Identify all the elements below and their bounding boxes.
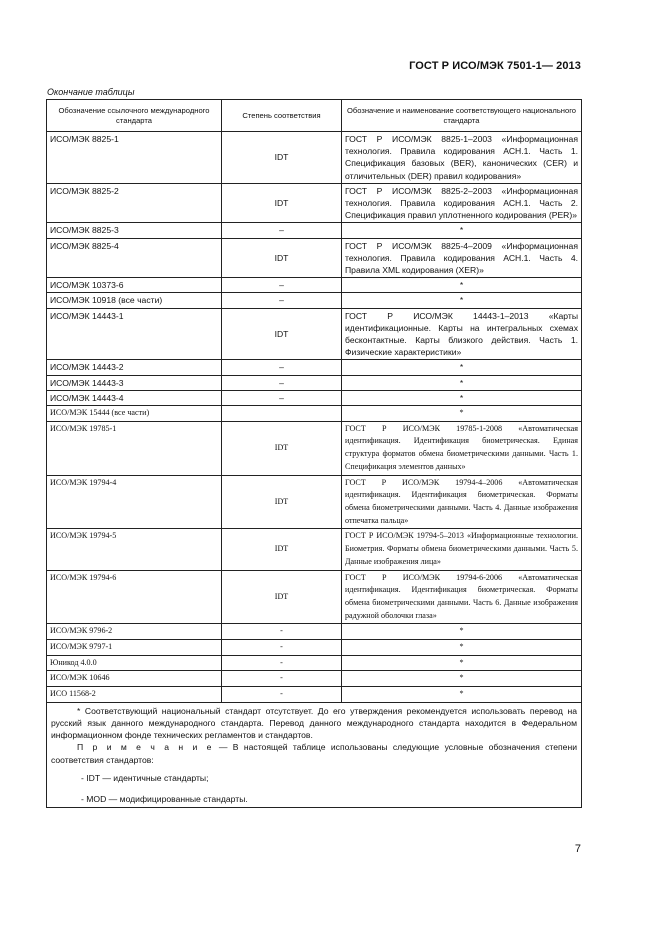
column-header-national: Обозначение и наименование соответствующего национального стандарта	[342, 100, 582, 132]
table-row	[47, 360, 582, 375]
column-header-reference: Обозначение ссылочного международного стандарта	[47, 100, 222, 132]
table-row	[47, 640, 582, 656]
document-header: ГОСТ Р ИСО/МЭК 7501-1— 2013	[409, 60, 581, 72]
reference-cell: ИСО/МЭК 10646	[47, 671, 222, 687]
reference-cell: ИСО/МЭК 19794-5	[47, 529, 222, 570]
national-standard-cell: *	[342, 406, 582, 422]
table-row	[47, 624, 582, 640]
degree-cell: -	[222, 687, 342, 703]
reference-cell: ИСО/МЭК 10373-6	[47, 278, 222, 293]
table-row	[47, 529, 582, 570]
table-row	[47, 183, 582, 223]
table-row	[47, 671, 582, 687]
reference-cell: ИСО/МЭК 8825-2	[47, 183, 222, 223]
reference-cell: ИСО/МЭК 8825-1	[47, 132, 222, 184]
table-footnote	[47, 702, 582, 807]
degree-cell	[222, 406, 342, 422]
table-footnote-row	[47, 702, 582, 807]
note-text: — В настоящей таблице использованы следующие условные обозначения степени соответствия стандартов:	[51, 742, 577, 765]
table-row	[47, 687, 582, 703]
national-standard-cell: *	[342, 624, 582, 640]
table-row	[47, 421, 582, 475]
degree-cell: –	[222, 278, 342, 293]
national-standard-cell: *	[342, 223, 582, 238]
national-standard-cell: ГОСТ Р ИСО/МЭК 8825-2–2003 «Информационная технология. Правила кодирования АСН.1. Часть 2. Спецификация правил уплотненного кодирования (PER)»	[342, 183, 582, 223]
table-row	[47, 132, 582, 184]
table-caption: Окончание таблицы	[47, 87, 135, 97]
national-standard-cell: *	[342, 293, 582, 308]
table-row	[47, 238, 582, 278]
reference-cell: ИСО/МЭК 8825-3	[47, 223, 222, 238]
reference-cell: ИСО/МЭК 14443-2	[47, 360, 222, 375]
reference-cell: ИСО/МЭК 14443-1	[47, 308, 222, 360]
national-standard-cell: *	[342, 687, 582, 703]
national-standard-cell: *	[342, 360, 582, 375]
degree-cell: IDT	[222, 529, 342, 570]
table-row	[47, 223, 582, 238]
degree-cell: –	[222, 293, 342, 308]
national-standard-cell: *	[342, 278, 582, 293]
table-header-row	[47, 100, 582, 132]
degree-cell: IDT	[222, 183, 342, 223]
reference-cell: ИСО/МЭК 15444 (все части)	[47, 406, 222, 422]
page-number: 7	[574, 843, 581, 855]
reference-cell: ИСО/МЭК 14443-3	[47, 375, 222, 390]
degree-cell: IDT	[222, 570, 342, 624]
reference-cell: ИСО/МЭК 19794-4	[47, 475, 222, 529]
table-row	[47, 475, 582, 529]
national-standard-cell: *	[342, 640, 582, 656]
note-item-idt: - IDT — идентичные стандарты;	[81, 772, 209, 783]
table-row	[47, 406, 582, 422]
national-standard-cell: ГОСТ Р ИСО/МЭК 8825-1–2003 «Информационная технология. Правила кодирования АСН.1. Часть 1. Спецификация базовых (BER), канонических (CER) и отличительных (DER) правил кодирования»	[342, 132, 582, 184]
table-row	[47, 390, 582, 405]
national-standard-cell: ГОСТ Р ИСО/МЭК 14443-1–2013 «Карты идентификационные. Карты на интегральных схемах бесконтактные. Карты близкого действия. Часть 1. Физические характеристики»	[342, 308, 582, 360]
degree-cell: -	[222, 655, 342, 671]
reference-cell: ИСО 11568-2	[47, 687, 222, 703]
footnote-star-text: * Соответствующий национальный стандарт отсутствует. До его утверждения рекомендуется использовать перевод на русский язык данного международного стандарта. Перевод данного международного стандарта находится в Федеральном информационном фонде технических регламентов и стандартов.	[51, 705, 577, 741]
reference-cell: ИСО/МЭК 10918 (все части)	[47, 293, 222, 308]
national-standard-cell: ГОСТ Р ИСО/МЭК 19794-5–2013 «Информационные технологии. Биометрия. Форматы обмена биометрическими данными. Часть 5. Данные изображения лица»	[342, 529, 582, 570]
national-standard-cell: ГОСТ Р ИСО/МЭК 8825-4–2009 «Информационная технология. Правила кодирования АСН.1. Часть 4. Правила XML кодирования (XER)»	[342, 238, 582, 278]
degree-cell: IDT	[222, 475, 342, 529]
national-standard-cell: ГОСТ Р ИСО/МЭК 19785-1-2008 «Автоматическая идентификация. Идентификация биометрическая. Единая структура форматов обмена биометрическими данными. Часть 1. Спецификация элементов данных»	[342, 421, 582, 475]
reference-cell: ИСО/МЭК 9797-1	[47, 640, 222, 656]
table-row	[47, 655, 582, 671]
table-row	[47, 570, 582, 624]
degree-cell: –	[222, 223, 342, 238]
degree-cell: –	[222, 360, 342, 375]
reference-cell: ИСО/МЭК 19794-6	[47, 570, 222, 624]
note-paragraph	[51, 741, 577, 765]
degree-cell: IDT	[222, 238, 342, 278]
reference-cell: ИСО/МЭК 19785-1	[47, 421, 222, 475]
note-label: П р и м е ч а н и е	[77, 742, 214, 753]
degree-cell: IDT	[222, 421, 342, 475]
reference-cell: ИСО/МЭК 8825-4	[47, 238, 222, 278]
degree-cell: -	[222, 640, 342, 656]
national-standard-cell: *	[342, 671, 582, 687]
reference-cell: ИСО/МЭК 14443-4	[47, 390, 222, 405]
degree-cell: –	[222, 375, 342, 390]
degree-cell: -	[222, 671, 342, 687]
column-header-degree: Степень соответствия	[222, 100, 342, 132]
reference-cell: ИСО/МЭК 9796-2	[47, 624, 222, 640]
degree-cell: -	[222, 624, 342, 640]
degree-cell: IDT	[222, 132, 342, 184]
national-standard-cell: ГОСТ Р ИСО/МЭК 19794-6-2006 «Автоматическая идентификация. Идентификация биометрическая. Форматы обмена биометрическими данными. Часть 6. Данные изображения радужной оболочки глаза»	[342, 570, 582, 624]
national-standard-cell: *	[342, 375, 582, 390]
standards-table	[46, 99, 582, 808]
reference-cell: Юникод 4.0.0	[47, 655, 222, 671]
table-row	[47, 278, 582, 293]
table-row	[47, 375, 582, 390]
national-standard-cell: ГОСТ Р ИСО/МЭК 19794-4–2006 «Автоматическая идентификация. Идентификация биометрическая. Форматы обмена биометрическими данными. Часть 4. Данные изображения отпечатка пальца»	[342, 475, 582, 529]
note-item-mod: - MOD — модифицированные стандарты.	[81, 794, 248, 805]
degree-cell: –	[222, 390, 342, 405]
national-standard-cell: *	[342, 655, 582, 671]
table-row	[47, 308, 582, 360]
degree-cell: IDT	[222, 308, 342, 360]
table-row	[47, 293, 582, 308]
national-standard-cell: *	[342, 390, 582, 405]
